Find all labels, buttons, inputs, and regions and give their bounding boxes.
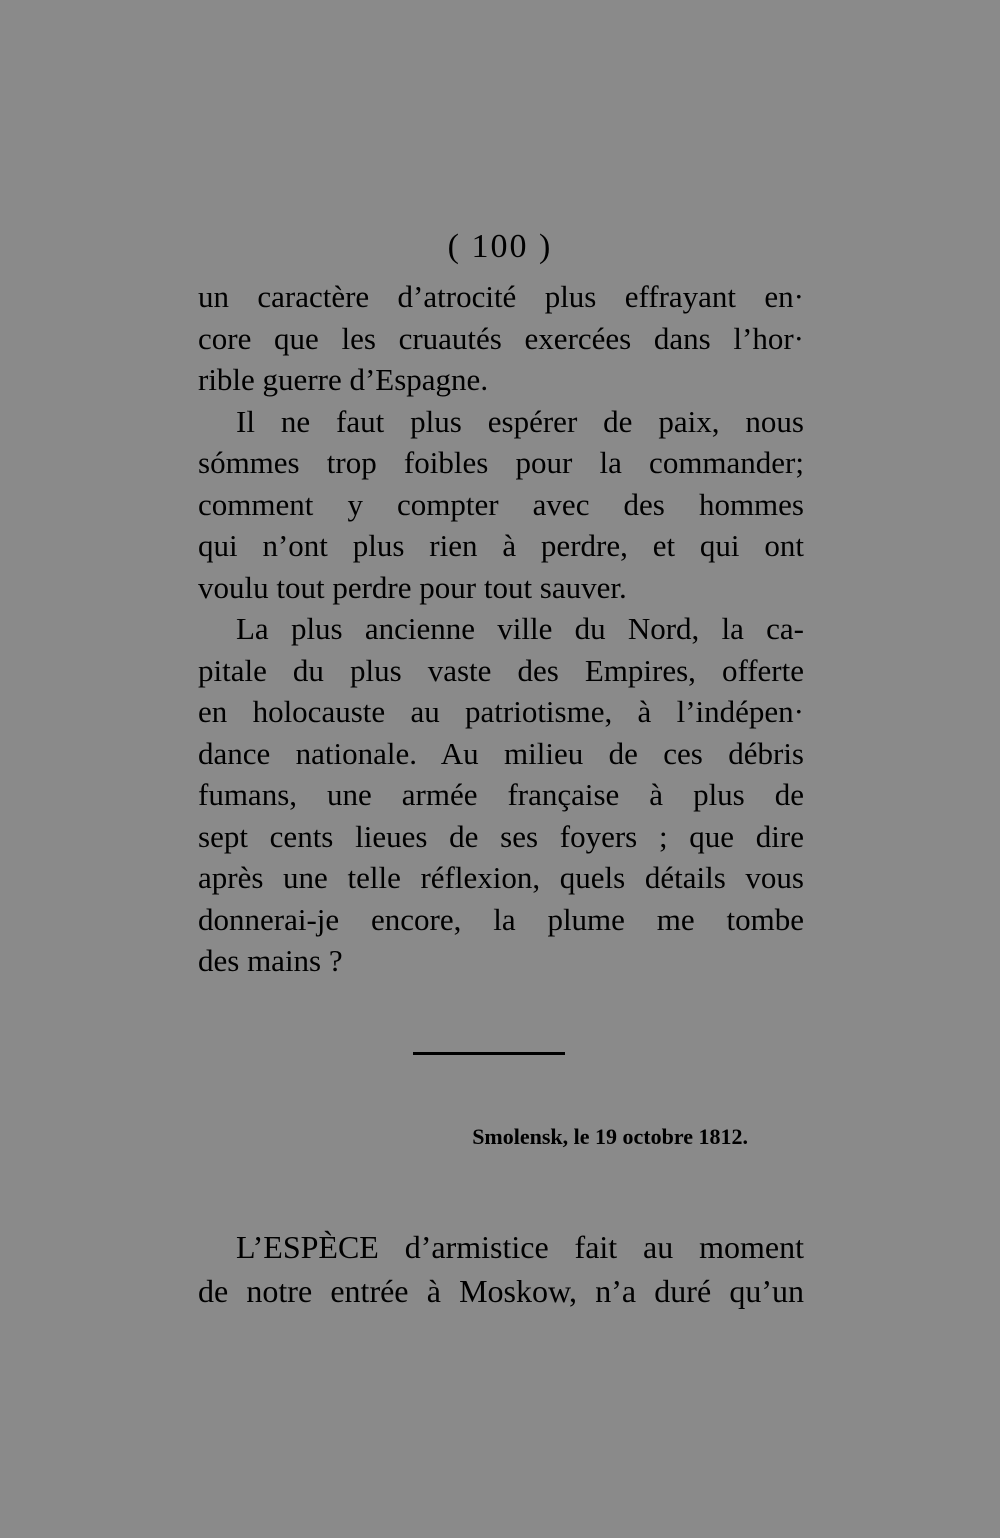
text-line: de notre entrée à Moskow, n’a duré qu’un [198, 1273, 804, 1309]
text-line: rible guerre d’Espagne. [198, 362, 489, 397]
text-line: L’ESPÈCE d’armistice fait au moment [236, 1229, 804, 1265]
text-line: qui n’ont plus rien à perdre, et qui ont [198, 528, 804, 563]
text-line: des mains ? [198, 943, 343, 978]
text-line: Il ne faut plus espérer de paix, nous [236, 403, 804, 439]
text-line: La plus ancienne ville du Nord, la ca- [236, 611, 804, 646]
next-section-text [198, 1225, 804, 1313]
text-line: core que les cruautés exercées dans l’hor· [198, 320, 804, 356]
section-divider [413, 1052, 565, 1055]
text-line: dance nationale. Au milieu de ces débris [198, 735, 804, 771]
text-line: fumans, une armée française à plus de [198, 777, 804, 812]
text-line: après une telle réflexion, quels détails vous [198, 860, 804, 895]
text-line: en holocauste au patriotisme, à l’indépen· [198, 694, 804, 729]
page-number: ( 100 ) [447, 228, 553, 265]
text-line: un caractère d’atrocité plus effrayant en· [198, 279, 804, 314]
text-line: sept cents lieues de ses foyers ; que dire [198, 818, 804, 854]
text-line: donnerai-je encore, la plume me tombe [198, 901, 804, 937]
text-line: comment y compter avec des hommes [198, 486, 804, 522]
dateline: Smolensk, le 19 octobre 1812. [472, 1124, 748, 1149]
text-line: voulu tout perdre pour tout sauver. [198, 569, 627, 605]
text-line: pitale du plus vaste des Empires, offerte [198, 652, 804, 688]
body-text [198, 276, 804, 982]
text-line: sómmes trop foibles pour la commander; [198, 445, 804, 480]
